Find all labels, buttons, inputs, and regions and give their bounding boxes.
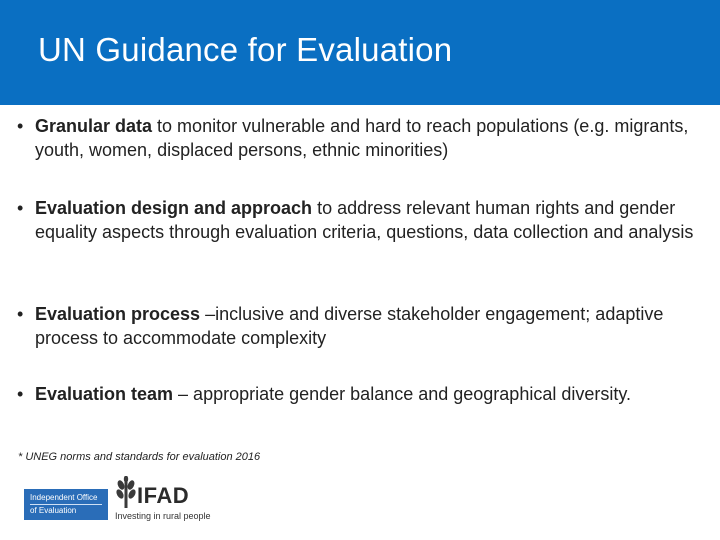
bullet-rest: –inclusive and diverse stakeholder engagement; adaptive process to accommodate complexity (35, 304, 664, 348)
bullet-rest: to address relevant human rights and gender equality aspects through evaluation criteria, questions, data collection and analysis (35, 198, 694, 242)
bullet-item (17, 114, 707, 162)
footnote: * UNEG norms and standards for evaluation 2016 (18, 451, 261, 463)
bullet-bold: Evaluation design and approach (35, 198, 313, 218)
bullet-dot: • (17, 198, 24, 218)
ioe-logo (24, 489, 108, 520)
bullet-text (35, 382, 707, 406)
ioe-logo-line2: of Evaluation (30, 506, 77, 515)
ifad-tagline: Investing in rural people (115, 511, 211, 521)
bullet-text (35, 196, 707, 244)
bullet-bold: Evaluation process (35, 304, 201, 324)
bullet-rest: to monitor vulnerable and hard to reach populations (e.g. migrants, youth, women, displaced persons, ethnic minorities) (35, 116, 689, 160)
bullet-bold: Evaluation team (35, 384, 174, 404)
ifad-wordmark: IFAD (137, 483, 190, 508)
bullet-item (17, 302, 707, 350)
title-bar (0, 0, 720, 105)
bullet-item (17, 382, 707, 406)
ioe-logo-rule (30, 504, 102, 505)
ifad-wheat-icon (114, 476, 138, 510)
bullet-dot: • (17, 116, 24, 136)
bullet-text (35, 114, 707, 162)
ifad-logo (112, 470, 222, 526)
bullet-dot: • (17, 304, 24, 324)
bullet-item (17, 196, 707, 244)
bullet-dot: • (17, 384, 24, 404)
bullet-text (35, 302, 707, 350)
bullet-bold: Granular data (35, 116, 153, 136)
bullet-rest: – appropriate gender balance and geographical diversity. (173, 384, 632, 404)
slide-title: UN Guidance for Evaluation (38, 31, 453, 68)
ioe-logo-line1: Independent Office (30, 493, 98, 502)
